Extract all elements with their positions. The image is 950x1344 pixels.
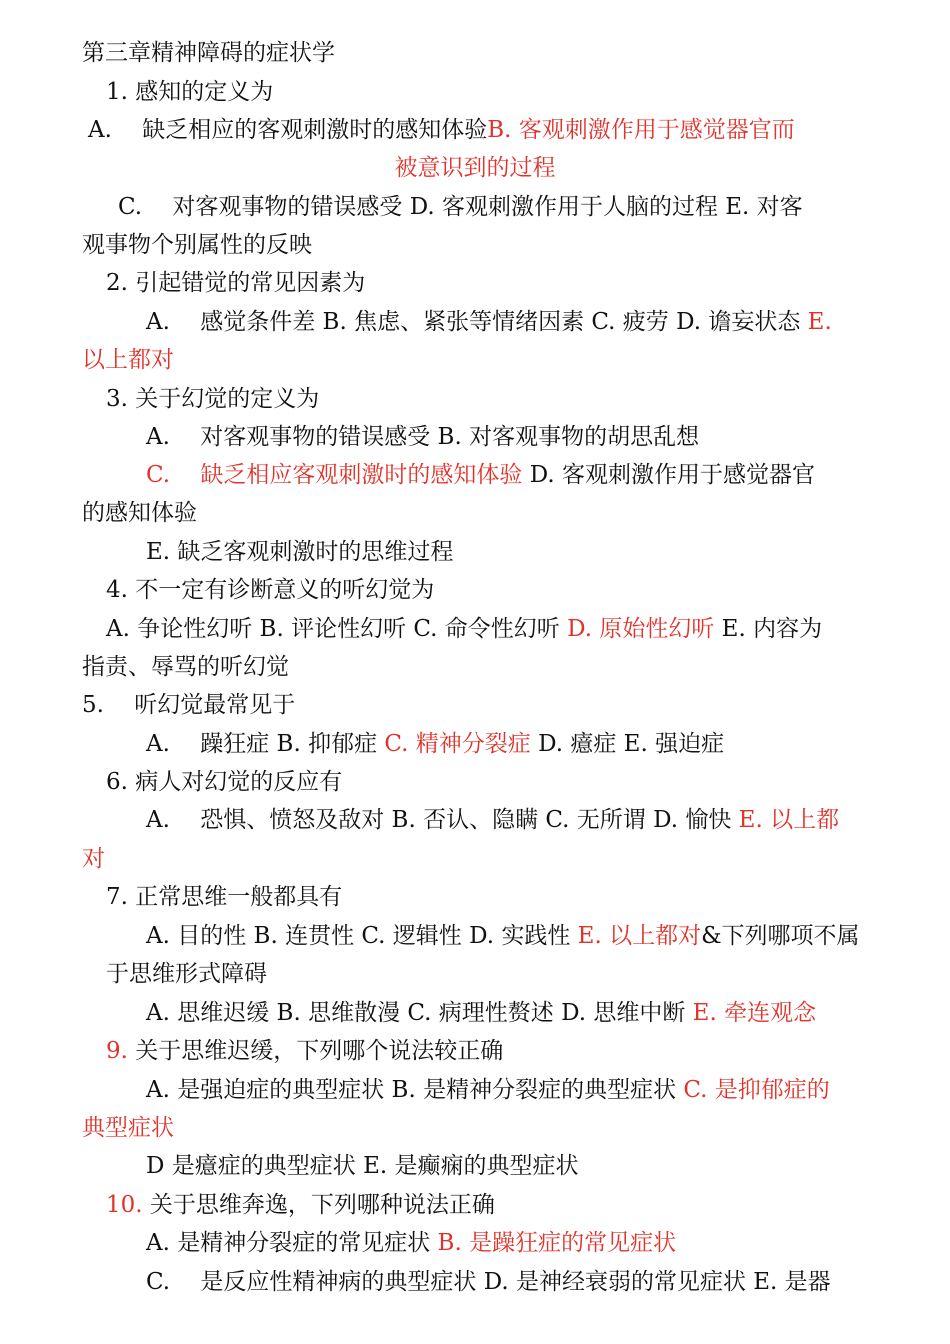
question-number: 9. bbox=[106, 1038, 128, 1064]
question-8-options-line-1 bbox=[146, 998, 816, 1028]
option-text: A. 感觉条件差 B. 焦虑、紧张等情绪因素 C. 疲劳 D. 谵妄状态 bbox=[146, 309, 808, 335]
option-text: A. 缺乏相应的客观刺激时的感知体验 bbox=[88, 117, 488, 143]
question-10-options-line-1 bbox=[146, 1228, 676, 1258]
option-text: A. 目的性 B. 连贯性 C. 逻辑性 D. 实践性 bbox=[146, 923, 578, 949]
option-text: A. 恐惧、愤怒及敌对 B. 否认、隐瞒 C. 无所谓 D. 愉快 bbox=[146, 807, 739, 833]
question-3-stem: 3. 关于幻觉的定义为 bbox=[106, 386, 320, 412]
question-2-options-line-1 bbox=[146, 307, 832, 337]
correct-answer: C. 缺乏相应客观刺激时的感知体验 bbox=[146, 462, 523, 488]
question-2-stem: 2. 引起错觉的常见因素为 bbox=[106, 270, 366, 296]
correct-answer-continued: 对 bbox=[82, 846, 105, 872]
question-text: 关于思维迟缓，下列哪个说法较正确 bbox=[127, 1038, 504, 1064]
correct-answer: E. 以上都 bbox=[738, 807, 840, 833]
question-3-options-line-2 bbox=[146, 460, 815, 490]
correct-answer: C. 是抑郁症的 bbox=[683, 1077, 830, 1103]
correct-answer-continued: 被意识到的过程 bbox=[394, 155, 556, 181]
correct-answer: C. 精神分裂症 bbox=[384, 731, 531, 757]
question-4-options-line-2: 指责、辱骂的听幻觉 bbox=[82, 654, 289, 680]
question-10-options-line-2: C. 是反应性精神病的典型症状 D. 是神经衰弱的常见症状 E. 是器 bbox=[146, 1269, 831, 1295]
question-9-stem bbox=[106, 1036, 503, 1066]
question-1-options-line-3: 观事物个别属性的反映 bbox=[82, 232, 312, 258]
option-text: A. 躁狂症 B. 抑郁症 bbox=[146, 731, 385, 757]
question-5-stem: 5. 听幻觉最常见于 bbox=[82, 692, 296, 718]
correct-answer-continued: 典型症状 bbox=[82, 1115, 174, 1141]
correct-answer: E. 以上都对 bbox=[577, 923, 702, 949]
option-text: &下列哪项不属 bbox=[701, 923, 860, 949]
question-4-stem: 4. 不一定有诊断意义的听幻觉为 bbox=[106, 577, 435, 603]
option-text: E. 内容为 bbox=[714, 616, 823, 642]
question-10-stem bbox=[106, 1190, 495, 1220]
option-text: D. 癔症 E. 强迫症 bbox=[530, 731, 725, 757]
question-6-options-line-1 bbox=[146, 805, 839, 835]
question-9-options-line-1 bbox=[146, 1075, 830, 1105]
option-text: D. 客观刺激作用于感觉器官 bbox=[522, 462, 815, 488]
question-1-stem: 1. 感知的定义为 bbox=[106, 79, 274, 105]
question-9-options-line-2: D 是癔症的典型症状 E. 是癫痫的典型症状 bbox=[146, 1153, 579, 1179]
correct-answer: D. 原始性幻听 bbox=[567, 616, 715, 642]
question-1-options-line-1 bbox=[88, 115, 795, 145]
correct-answer-continued: 以上都对 bbox=[82, 347, 174, 373]
question-3-options-line-1: A. 对客观事物的错误感受 B. 对客观事物的胡思乱想 bbox=[146, 424, 700, 450]
option-text: A. 是精神分裂症的常见症状 bbox=[146, 1230, 438, 1256]
correct-answer: B. 客观刺激作用于感觉器官而 bbox=[487, 117, 795, 143]
chapter-title: 第三章精神障碍的症状学 bbox=[82, 40, 335, 66]
question-3-options-line-4: E. 缺乏客观刺激时的思维过程 bbox=[146, 539, 454, 565]
question-3-options-line-3: 的感知体验 bbox=[82, 500, 197, 526]
question-5-options-line-1 bbox=[146, 729, 724, 759]
question-6-stem: 6. 病人对幻觉的反应有 bbox=[106, 769, 343, 795]
question-8-stem: 于思维形式障碍 bbox=[106, 961, 267, 987]
question-7-stem: 7. 正常思维一般都具有 bbox=[106, 884, 343, 910]
question-1-options-line-2: C. 对客观事物的错误感受 D. 客观刺激作用于人脑的过程 E. 对客 bbox=[118, 194, 803, 220]
question-4-options-line-1 bbox=[106, 614, 822, 644]
question-7-options-line-1 bbox=[146, 921, 860, 951]
option-text: A. 思维迟缓 B. 思维散漫 C. 病理性赘述 D. 思维中断 bbox=[146, 1000, 693, 1026]
question-number: 10. bbox=[106, 1192, 143, 1218]
question-text: 关于思维奔逸，下列哪种说法正确 bbox=[142, 1192, 495, 1218]
correct-answer: E. bbox=[807, 309, 832, 335]
option-text: A. 是强迫症的典型症状 B. 是精神分裂症的典型症状 bbox=[146, 1077, 684, 1103]
correct-answer: B. 是躁狂症的常见症状 bbox=[437, 1230, 677, 1256]
correct-answer: E. 牵连观念 bbox=[692, 1000, 817, 1026]
option-text: A. 争论性幻听 B. 评论性幻听 C. 命令性幻听 bbox=[106, 616, 568, 642]
